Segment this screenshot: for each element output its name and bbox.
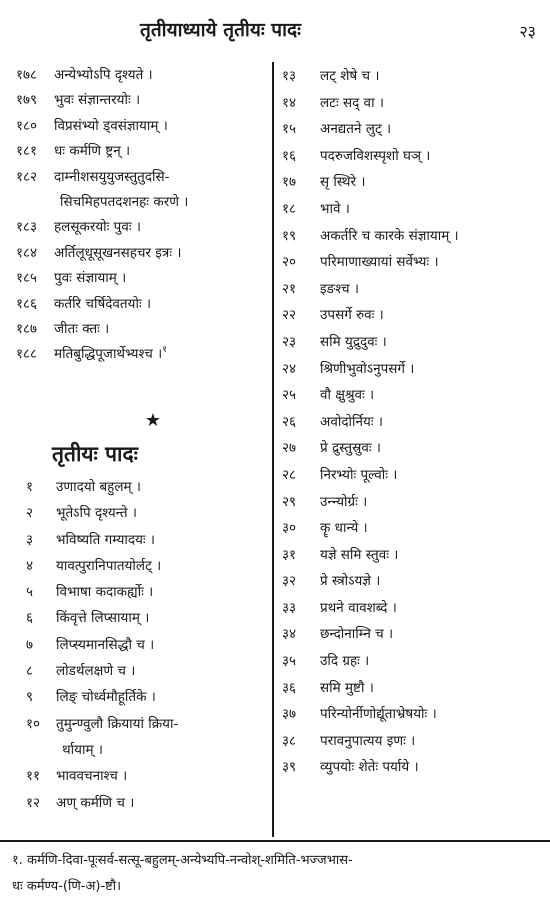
- sutra-row: [282, 701, 544, 728]
- sutra-number: १८७: [16, 320, 38, 337]
- sutra-number: ३६: [282, 679, 297, 696]
- sutra-number: १८६: [16, 295, 38, 312]
- sutra-text: उन्न्योर्ग्रः ।: [320, 493, 368, 510]
- sutra-row: [16, 342, 266, 367]
- sutra-number: १८४: [16, 244, 38, 261]
- sutra-row: [282, 116, 544, 143]
- section-rows: [16, 474, 266, 816]
- sutra-number: ३३: [282, 599, 297, 616]
- sutra-text: अनद्यतने लुट् ।: [320, 121, 392, 138]
- sutra-row: [16, 165, 266, 190]
- sutra-row: [282, 90, 544, 117]
- sutra-text: समि मुष्टौ ।: [320, 679, 374, 696]
- page-number: २३: [519, 22, 536, 41]
- sutra-text: परिन्योर्नीणोर्द्यूताभ्रेषयोः ।: [320, 706, 437, 723]
- sutra-number: २२: [282, 307, 297, 324]
- sutra-text: हलसूकरयोः पुवः ।: [54, 219, 141, 236]
- sutra-row: [282, 462, 544, 489]
- sutra-row: [282, 249, 544, 276]
- sutra-row: [282, 196, 544, 223]
- sutra-number: ३८: [282, 732, 297, 749]
- sutra-number: ३७: [282, 706, 297, 723]
- sutra-number: ८: [26, 663, 34, 680]
- sutra-text: अण् कर्मणि च ।: [56, 794, 135, 811]
- sutra-text: उपसर्गे रुवः ।: [320, 307, 384, 324]
- sutra-number: १२: [26, 794, 41, 811]
- sutra-row: [16, 241, 266, 266]
- sutra-row: [16, 215, 266, 240]
- sutra-text: वौ क्षुश्रुवः ।: [320, 387, 375, 404]
- sutra-text: पदरुजविशस्पृशो घञ् ।: [320, 147, 431, 164]
- sutra-number: ३: [26, 531, 34, 548]
- sutra-row: [282, 409, 544, 436]
- sutra-number: ११: [26, 768, 41, 785]
- sutra-text: उदि ग्रहः ।: [320, 653, 370, 670]
- sutra-number: १९: [282, 227, 297, 244]
- sutra-number: १६: [282, 147, 297, 164]
- sutra-row: [16, 632, 266, 658]
- sutra-text: यज्ञे समि स्तुवः ।: [320, 546, 399, 563]
- sutra-text: र्थायाम् ।: [62, 741, 103, 758]
- sutra-text: प्रे द्रुस्तुस्रुवः ।: [320, 440, 381, 457]
- sutra-text: परावनुपात्यय इणः ।: [320, 732, 416, 749]
- sutra-row: [16, 266, 266, 291]
- sutra-number: ३०: [282, 520, 297, 537]
- sutra-row: [282, 675, 544, 702]
- sutra-text: समि युद्रुदुवः ।: [320, 333, 387, 350]
- sutra-number: १०: [26, 715, 41, 732]
- sutra-text: मतिबुद्धिपूजार्थेभ्यश्च ।: [54, 346, 163, 363]
- sutra-text: धः कर्मणि ष्ट्रन् ।: [54, 143, 131, 160]
- sutra-row: [16, 474, 266, 500]
- sutra-number: ३९: [282, 759, 297, 776]
- sutra-row: [16, 711, 266, 737]
- sutra-row: [282, 329, 544, 356]
- sutra-row: [282, 276, 544, 303]
- sutra-row: [16, 114, 266, 139]
- sutra-row: [282, 728, 544, 755]
- sutra-text: अकर्तरि च कारके संज्ञायाम् ।: [320, 227, 459, 244]
- page-title: तृतीयाध्याये तृतीयः पादः: [140, 19, 301, 41]
- sutra-number: २: [26, 505, 34, 522]
- footnote: [12, 848, 542, 900]
- sutra-text: अर्तिलूधूसूखनसहचर इत्रः ।: [54, 244, 182, 261]
- sutra-text: सिचमिहपतदशनहः करणे ।: [60, 193, 189, 210]
- sutra-text: विभाषा कदाकर्ह्योः ।: [56, 584, 154, 601]
- sutra-text: भुवः संज्ञान्तरयोः ।: [54, 92, 141, 109]
- sutra-continuation: [16, 190, 266, 215]
- sutra-row: [16, 63, 266, 88]
- sutra-row: [282, 435, 544, 462]
- sutra-text: श्रिणीभुवोऽनुपसर्गे ।: [320, 360, 415, 377]
- sutra-number: २५: [282, 387, 297, 404]
- sutra-row: [16, 790, 266, 816]
- sutra-text: भावे ।: [320, 200, 350, 217]
- sutra-row: [16, 88, 266, 113]
- sutra-text: लोडर्थलक्षणे च ।: [56, 663, 136, 680]
- sutra-number: ३२: [282, 573, 297, 590]
- sutra-text: पुवः संज्ञायाम् ।: [54, 270, 127, 287]
- star-ornament: ★: [144, 410, 162, 431]
- sutra-number: १७८: [16, 67, 38, 83]
- sutra-number: २१: [282, 280, 297, 297]
- sutra-text: भूतेऽपि दृश्यन्ते ।: [56, 505, 137, 522]
- sutra-text: व्युपयोः शेतेः पर्याये ।: [320, 759, 419, 776]
- sutra-row: [282, 169, 544, 196]
- sutra-row: [16, 139, 266, 164]
- sutra-text: यावत्पुरानिपातयोर्लट् ।: [56, 557, 162, 574]
- sutra-row: [16, 553, 266, 579]
- sutra-number: १७: [282, 174, 297, 191]
- sutra-number: १८१: [16, 143, 38, 160]
- sutra-number: १: [26, 479, 34, 495]
- sutra-row: [282, 223, 544, 250]
- left-column: [16, 63, 266, 368]
- column-divider: [272, 62, 274, 837]
- sutra-row: [282, 515, 544, 542]
- sutra-row: [282, 302, 544, 329]
- sutra-row: [16, 292, 266, 317]
- sutra-row: [16, 317, 266, 342]
- sutra-number: २४: [282, 360, 297, 377]
- sutra-text: भाववचनाश्च ।: [56, 768, 128, 785]
- sutra-number: २६: [282, 413, 297, 430]
- sutra-text: कॄ धान्ये ।: [320, 520, 368, 537]
- sutra-row: [282, 143, 544, 170]
- sutra-number: १८२: [16, 168, 38, 185]
- sutra-text: अन्येभ्योऽपि दृश्यते ।: [54, 67, 153, 83]
- sutra-row: [16, 658, 266, 684]
- sutra-number: १८८: [16, 346, 38, 363]
- sutra-number: ६: [26, 610, 34, 627]
- sutra-number: १८: [282, 200, 297, 217]
- sutra-row: [16, 605, 266, 631]
- sutra-number: २९: [282, 493, 297, 510]
- sutra-number: २७: [282, 440, 297, 457]
- sutra-text: भविष्यति गम्यादयः ।: [56, 531, 156, 548]
- sutra-text: अवोदोर्नियः ।: [320, 413, 383, 430]
- sutra-text: तुमुन्ण्वुलौ क्रियायां क्रिया-: [56, 715, 179, 732]
- sutra-text: लटः सद् वा ।: [320, 94, 384, 111]
- sutra-number: १३: [282, 68, 297, 84]
- sutra-number: ५: [26, 584, 34, 601]
- footnote-marker: १: [162, 345, 167, 356]
- sutra-number: १८५: [16, 270, 38, 287]
- sutra-row: [282, 568, 544, 595]
- section-block: [16, 408, 266, 816]
- sutra-text: जीतः क्तः ।: [54, 320, 110, 337]
- sutra-row: [16, 500, 266, 526]
- sutra-row: [282, 63, 544, 90]
- sutra-row: [282, 489, 544, 516]
- sutra-number: ९: [26, 689, 34, 706]
- sutra-row: [282, 621, 544, 648]
- sutra-number: १५: [282, 121, 297, 138]
- sutra-number: १४: [282, 94, 297, 111]
- sutra-text: लिप्स्यमानसिद्धौ च ।: [56, 636, 155, 653]
- sutra-text: विप्रसंभ्यो ड्वसंज्ञायाम् ।: [54, 117, 168, 134]
- footnote-line: १. कर्मणि-दिवा-पूःसर्व-सत्सू-बहुलम्-अन्येभ्यपि-नन्वोश्-शमिति-भज्जभास-: [12, 853, 353, 868]
- sutra-number: ३१: [282, 546, 297, 563]
- sutra-row: [16, 763, 266, 789]
- sutra-text: किंवृत्ते लिप्सायाम् ।: [56, 610, 150, 627]
- footnote-line: धः कर्मण्य-(णि-अ)-ष्टौ।: [12, 879, 122, 894]
- sutra-text: प्रथने वावशब्दे ।: [320, 599, 397, 616]
- sutra-row: [16, 579, 266, 605]
- sutra-row: [282, 648, 544, 675]
- sutra-text: कर्तरि चर्षिदेवतयोः ।: [54, 295, 152, 312]
- sutra-row: [16, 684, 266, 710]
- sutra-text: लिङ् चोर्ध्वमौहूर्तिके ।: [56, 689, 156, 706]
- sutra-row: [16, 527, 266, 553]
- page-header: [0, 16, 550, 46]
- footnote-rule: [0, 840, 550, 842]
- sutra-number: २०: [282, 254, 297, 271]
- sutra-number: ३४: [282, 626, 297, 643]
- right-column: [282, 63, 544, 781]
- sutra-text: छन्दोनाम्नि च ।: [320, 626, 394, 643]
- section-title: तृतीयः पादः: [52, 442, 138, 466]
- sutra-text: सृ स्थिरे ।: [320, 174, 366, 191]
- sutra-number: २८: [282, 466, 297, 483]
- sutra-number: १८०: [16, 117, 38, 134]
- sutra-text: परिमाणाख्यायां सर्वेभ्यः ।: [320, 254, 439, 271]
- sutra-row: [282, 754, 544, 781]
- sutra-text: दाम्नीशसयुयुजस्तुतुदसि-: [54, 168, 170, 185]
- sutra-text: निरभ्योः पूल्वोः ।: [320, 466, 398, 483]
- sutra-text: प्रे स्त्रोऽयज्ञे ।: [320, 573, 381, 590]
- sutra-number: १७९: [16, 92, 38, 109]
- sutra-text: उणादयो बहुलम् ।: [56, 479, 141, 495]
- sutra-row: [282, 356, 544, 383]
- sutra-number: २३: [282, 333, 297, 350]
- sutra-continuation: [16, 737, 266, 763]
- sutra-number: ७: [26, 636, 34, 653]
- sutra-number: ४: [26, 557, 34, 574]
- sutra-row: [282, 382, 544, 409]
- sutra-text: लट् शेषे च ।: [320, 68, 380, 84]
- sutra-row: [282, 542, 544, 569]
- sutra-number: ३५: [282, 653, 297, 670]
- sutra-text: इङश्च ।: [320, 280, 359, 297]
- sutra-number: १८३: [16, 219, 38, 236]
- sutra-row: [282, 595, 544, 622]
